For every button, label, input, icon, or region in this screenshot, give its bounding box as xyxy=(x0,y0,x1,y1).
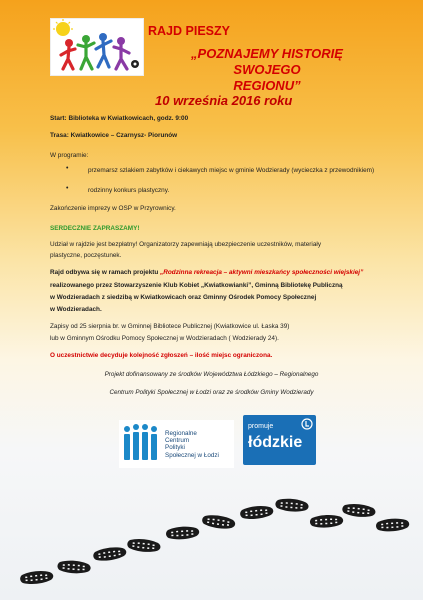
title-line-1: „POZNAJEMY HISTORIĘ SWOJEGO xyxy=(191,46,343,77)
project-line-1 xyxy=(50,268,363,278)
footprint-icon xyxy=(201,513,236,530)
footprint-icon xyxy=(92,545,127,562)
rcps-name xyxy=(165,430,219,459)
project-line-2: realizowanego przez Stowarzyszenie Klub Kobiet „Kwiatkowianki”, Gminną Bibliotekę Publiczną xyxy=(50,282,343,289)
footprint-icon xyxy=(275,498,309,513)
project-line-4: w Wodzieradach. xyxy=(50,306,102,313)
children-silhouettes-icon xyxy=(51,19,143,75)
registration-line-2: lub w Gminnym Ośrodku Pomocy Społecznej w Wodzieradach ( Wodzierady 24). xyxy=(50,335,279,342)
registration-line-1: Zapisy od 25 sierpnia br. w Gminnej Bibliotece Publicznej (Kwiatkowice ul. Łaska 39) xyxy=(50,323,290,330)
footprint-icon xyxy=(20,570,54,586)
lodzkie-text: łódzkie xyxy=(248,434,303,451)
promuje-text: promuje xyxy=(248,423,274,430)
footprint-icon xyxy=(240,505,274,521)
program-item: przemarsz szlakiem zabytków i ciekawych miejsc w gminie Wodzierady (wycieczka z przewodnikiem) xyxy=(88,167,375,174)
project-prefix: Rajd odbywa się w ramach projektu xyxy=(50,269,161,276)
free-line-1: Udział w rajdzie jest bezpłatny! Organizatorzy zapewniają ubezpieczenie uczestników, materiały xyxy=(50,241,322,248)
rcps-logo xyxy=(119,420,234,468)
project-name: „Rodzinna rekreacja – aktywni mieszkańcy społeczności wiejskiej” xyxy=(160,269,364,276)
funding-line-2: Centrum Polityki Społecznej w Łodzi oraz ze środków Gminy Wodzierady xyxy=(109,389,314,396)
program-intro: W programie: xyxy=(50,152,89,159)
free-line-2: plastyczne, poczęstunek. xyxy=(50,252,122,259)
title-line-2: REGIONU” xyxy=(233,78,301,93)
footprint-icon xyxy=(166,526,200,541)
start-info: Start: Biblioteka w Kwiatkowicach, godz. 9:00 xyxy=(50,115,189,122)
project-line-3: w Wodzieradach z siedzibą w Kwiatkowicach oraz Gminny Ośrodek Pomocy Społecznej xyxy=(50,294,317,301)
event-title xyxy=(162,46,372,94)
children-logo xyxy=(50,18,144,76)
promuje-lodzkie-logo xyxy=(243,415,316,465)
bullet-icon: • xyxy=(66,165,69,172)
rcps-line: Centrum xyxy=(165,437,190,445)
footprint-icon xyxy=(310,514,344,528)
route-info: Trasa: Kwiatkowice – Czarnysz- Piorunów xyxy=(50,132,178,139)
footprint-icon xyxy=(57,560,91,575)
funding-line-1: Projekt dofinansowany ze środków Województwa Łódzkiego – Regionalnego xyxy=(104,371,319,378)
bullet-icon: • xyxy=(66,185,69,192)
footprints-decoration xyxy=(0,470,423,600)
program-item: rodzinny konkurs plastyczny. xyxy=(88,187,170,194)
footprint-icon xyxy=(342,503,376,519)
rcps-line: Społecznej w Łodzi xyxy=(165,451,219,459)
footprint-icon xyxy=(376,518,410,533)
event-date: 10 września 2016 roku xyxy=(155,93,293,108)
event-type: RAJD PIESZY xyxy=(148,24,230,38)
rcps-line: Regionalne xyxy=(165,430,197,437)
notice: O uczestnictwie decyduje kolejność zgłoszeń – ilość miejsc ograniczona. xyxy=(50,352,273,359)
rcps-people-icon xyxy=(121,421,163,467)
ending-info: Zakończenie imprezy w OSP w Przyrownicy. xyxy=(50,205,176,212)
invite: SERDECZNIE ZAPRASZAMY! xyxy=(50,225,140,232)
rcps-line: Polityki xyxy=(165,444,185,452)
footprint-icon xyxy=(127,538,161,554)
l-circle-icon xyxy=(301,418,313,430)
